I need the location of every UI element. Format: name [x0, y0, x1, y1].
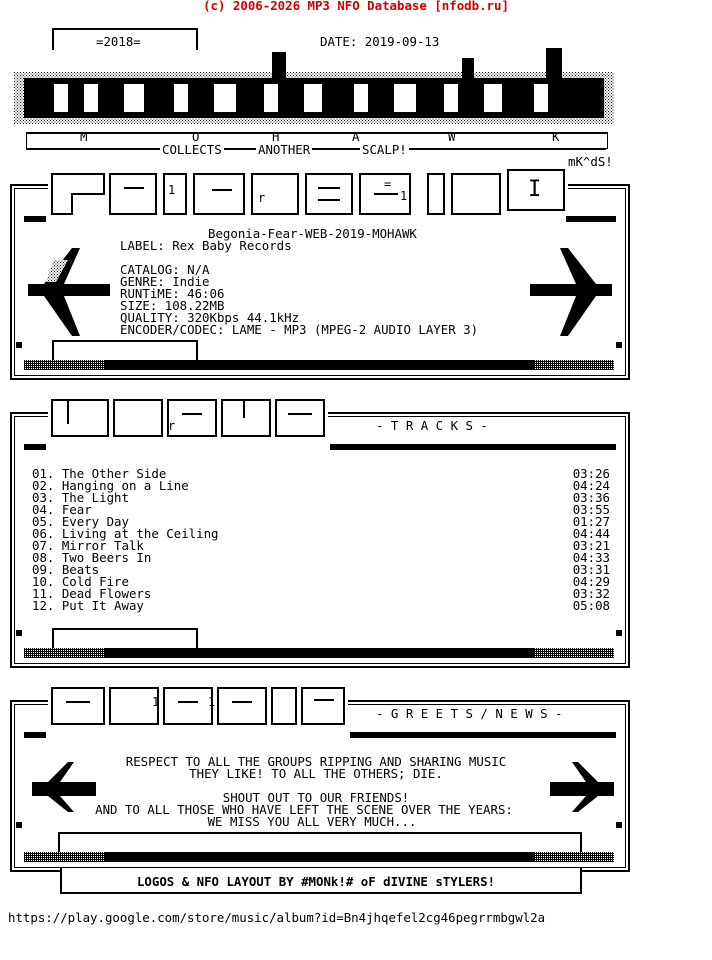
tracks-dither-right — [534, 648, 614, 658]
track-title: 09. Beats — [32, 562, 100, 577]
logo-letter-h: H — [272, 129, 280, 144]
release-dither-left — [24, 360, 104, 370]
svg-text:r: r — [258, 191, 266, 205]
greets-bottom-bar — [104, 852, 534, 862]
left-arrow-icon — [24, 244, 114, 340]
track-duration: 04:29 — [572, 574, 610, 589]
release-footer-dot-right — [616, 342, 622, 348]
greets-left-bar — [24, 732, 46, 738]
greets-footer-dot-left — [16, 822, 22, 828]
release-footer-dot-left — [16, 342, 22, 348]
logo-letter-o: O — [192, 129, 200, 144]
track-title: 02. Hanging on a Line — [32, 478, 189, 493]
greets-dither-left — [24, 852, 104, 862]
track-title: 05. Every Day — [32, 514, 129, 529]
track-duration: 03:21 — [572, 538, 610, 553]
tracks-footer-dot-right — [616, 630, 622, 636]
release-bottom-bar — [104, 360, 534, 370]
release-size: SIZE: 108.22MB — [120, 298, 225, 313]
credits-line: LOGOS & NFO LAYOUT BY #MONk!# oF dIVINE sTYLERS! — [136, 874, 496, 889]
svg-text:r: r — [168, 419, 176, 433]
tracks-logo — [48, 384, 328, 442]
logo-letter-k: K — [552, 129, 560, 144]
track-duration: 04:44 — [572, 526, 610, 541]
logo-letter-a: A — [352, 129, 360, 144]
tagline-word-1: COLLECTS — [162, 142, 222, 157]
track-duration: 04:33 — [572, 550, 610, 565]
tracks-dither-left — [24, 648, 104, 658]
right-arrow-icon — [526, 244, 616, 340]
release-right-bar — [566, 216, 616, 222]
tracks-footer-dot-left — [16, 630, 22, 636]
tracks-right-bar — [330, 444, 616, 450]
track-duration: 03:32 — [572, 586, 610, 601]
track-title: 10. Cold Fire — [32, 574, 129, 589]
release-title: Begonia-Fear-WEB-2019-MOHAWK — [208, 226, 417, 241]
svg-text:1: 1 — [400, 189, 408, 203]
track-title: 03. The Light — [32, 490, 129, 505]
track-title: 04. Fear — [32, 502, 92, 517]
release-left-bar — [24, 216, 46, 222]
greets-heading: - G R E E T S / N E W S - — [376, 706, 563, 721]
greets-line-1: RESPECT TO ALL THE GROUPS RIPPING AND SHARING MUSIC — [125, 754, 507, 769]
track-title: 11. Dead Flowers — [32, 586, 152, 601]
release-runtime: RUNTiME: 46:06 — [120, 286, 225, 301]
track-duration: 04:24 — [572, 478, 610, 493]
svg-text:1: 1 — [152, 695, 160, 709]
greets-line-5: WE MISS YOU ALL VERY MUCH... — [207, 814, 417, 829]
release-genre: GENRE: Indie — [120, 274, 210, 289]
tracks-left-bar — [24, 444, 46, 450]
greets-line-4: AND TO ALL THOSE WHO HAVE LEFT THE SCENE OVER THE YEARS: — [95, 802, 513, 817]
release-info-logo — [48, 164, 568, 222]
year-tag: =2018= — [96, 34, 141, 49]
signature: mK^dS! — [568, 154, 613, 169]
greets-logo — [48, 672, 348, 730]
release-encoder: ENCODER/CODEC: LAME - MP3 (MPEG-2 AUDIO LAYER 3) — [120, 322, 479, 337]
site-header[interactable]: (c) 2006-2026 MP3 NFO Database [nfodb.ru] — [203, 0, 509, 13]
tracks-footer-tab — [52, 628, 198, 648]
release-label: LABEL: Rex Baby Records — [120, 238, 292, 253]
greets-footer-tab — [58, 832, 582, 852]
track-duration: 01:27 — [572, 514, 610, 529]
track-duration: 03:55 — [572, 502, 610, 517]
logo-letter-m: M — [80, 129, 88, 144]
track-row — [32, 492, 610, 504]
track-title: 01. The Other Side — [32, 466, 167, 481]
track-duration: 03:31 — [572, 562, 610, 577]
track-title: 12. Put It Away — [32, 598, 144, 613]
track-row — [32, 552, 610, 564]
track-title: 08. Two Beers In — [32, 550, 152, 565]
greets-dither-right — [534, 852, 614, 862]
svg-text:1: 1 — [208, 695, 216, 709]
svg-text:I: I — [528, 177, 542, 202]
logo-letter-strip — [26, 129, 608, 149]
greets-footer-dot-right — [616, 822, 622, 828]
release-quality: QUALITY: 320Kbps 44.1kHz — [120, 310, 300, 325]
tagline-word-2: ANOTHER — [258, 142, 311, 157]
greets-right-bar — [350, 732, 616, 738]
date-line: DATE: 2019-09-13 — [320, 34, 440, 49]
release-footer-tab — [52, 340, 198, 360]
track-row — [32, 600, 610, 612]
track-title: 07. Mirror Talk — [32, 538, 144, 553]
tagline-word-3: SCALP! — [362, 142, 407, 157]
track-duration: 03:26 — [572, 466, 610, 481]
track-duration: 05:08 — [572, 598, 610, 613]
release-dither-right — [534, 360, 614, 370]
logo-letter-w: W — [448, 129, 456, 144]
tracks-heading: - T R A C K S - — [376, 418, 488, 433]
mohawk-logo — [14, 48, 614, 130]
track-duration: 03:36 — [572, 490, 610, 505]
footer-url-link[interactable]: https://play.google.com/store/music/album?id=Bn4jhqefel2cg46pegrrmbgwl2a — [8, 910, 546, 925]
release-catalog: CATALOG: N/A — [120, 262, 210, 277]
greets-line-2: THEY LIKE! TO ALL THE OTHERS; DIE. — [189, 766, 443, 781]
tracks-bottom-bar — [104, 648, 534, 658]
svg-text:=: = — [384, 177, 392, 191]
svg-text:1: 1 — [168, 183, 176, 197]
track-title: 06. Living at the Ceiling — [32, 526, 219, 541]
tagline-rule — [26, 149, 606, 150]
greets-line-3: SHOUT OUT TO OUR FRIENDS! — [222, 790, 410, 805]
